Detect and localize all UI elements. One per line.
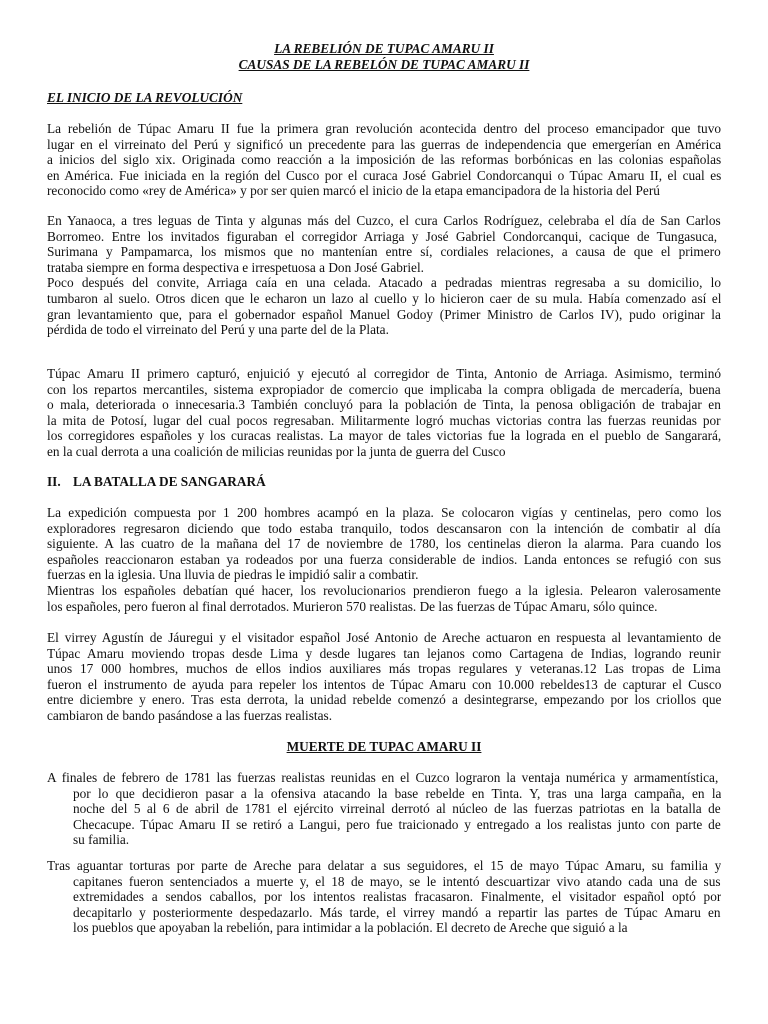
document-subtitle: CAUSAS DE LA REBELÓN DE TUPAC AMARU II [238, 57, 530, 72]
text-line: entre diciembre y enero. Tras esta derrota, la unidad rebelde comenzó a desintegrarse, empezando por los criollos que [47, 692, 721, 708]
paragraph-4 [47, 505, 721, 614]
text-line: unos 17 000 hombres, muchos de ellos indios auxiliares más tropas regulares y veteranas.12 Las tropas de Lima [47, 661, 721, 677]
text-line: noche del 5 al 6 de abril de 1781 el ejército virreinal derrotó al núcleo de las fuerzas patriotas en la batalla de [73, 801, 721, 817]
text-line: en la cual derrota a una coalición de milicias reunidas por la junta de guerra del Cusco [47, 443, 506, 459]
text-line: su familia. [73, 832, 130, 848]
text-line: los corregidores españoles y los curacas realistas. La mayor de tales victorias fue la lograda en el pueblo de Sangarará, [47, 428, 721, 444]
text-line: gran levantamiento que, para el gobernador español Manuel Godoy (Primer Ministro de Carlos IV), pudo originar la [47, 306, 721, 322]
text-line: Checacupe. Túpac Amaru II se retiró a Langui, pero fue traicionado y entregado a los realistas junto con parte de [73, 816, 721, 832]
text-line: Tras aguantar torturas por parte de Areche para delatar a sus seguidores, el 15 de mayo Túpac Amaru, su familia y [47, 858, 721, 873]
text-line: españoles reaccionaron estaban ya rodeados por una fuerza considerable de indios. Landa entonces se refugió con sus [47, 551, 721, 567]
text-line: Surimana y Pampamarca, los mismos que no mantenían entre sí, cordiales relaciones, a causa de que el primero [47, 244, 721, 260]
text-line: exploradores regresaron diciendo que todo estaba tranquilo, todos descansaron con la intención de combatir al día [47, 520, 721, 536]
text-line: Poco después del convite, Arriaga caía en una celada. Atacado a pedradas mientras regresaba a su domicilio, lo [47, 275, 721, 291]
text-line: cambiaron de bando pasándose a las fuerzas realistas. [47, 707, 333, 723]
text-line: Borromeo. Entre los invitados figuraban el corregidor Arriaga y José Gabriel Condorcanqui, cacique de Tungasuca, [47, 228, 718, 244]
text-line: por lo que decidieron pasar a la ofensiva atacando la base rebelde en Tinta. Y, tras una larga campaña, en la [73, 785, 721, 801]
section-heading-sangarara [47, 474, 266, 490]
text-line: Mientras los españoles debatían qué hacer, los revolucionarios prendieron fuego a la iglesia. Pelearon valerosamente [47, 582, 721, 598]
text-line: pérdida de todo el virreinato del Perú y una parte del de la Plata. [47, 322, 389, 338]
text-line: fuerzas en la iglesia. Una lluvia de piedras le impidió salir a combatir. [47, 567, 419, 583]
section-heading-inicio: EL INICIO DE LA REVOLUCIÓN [47, 90, 243, 105]
text-line: tumbaron al suelo. Otros dicen que le echaron un lazo al cuello y lo hicieron caer de su mula. Había comenzado así el [47, 290, 721, 306]
text-line: fueron el instrumento de ayuda para repeler los intentos de Túpac Amaru con 10.000 rebeldes13 de capturar el Cusco [47, 676, 721, 692]
text-line: Túpac Amaru moviendo tropas desde Lima y desde lugares tan lejanos como Cartagena de Indias, logrando reunir [47, 645, 721, 661]
text-line: trataba siempre en forma despectiva e irrespetuosa a Don José Gabriel. [47, 259, 424, 275]
text-line: en América. Fue iniciada en la región del Cusco por el curaca José Gabriel Condorcanqui o Túpac Amaru II, el cual es [47, 167, 721, 183]
text-line: los pueblos que apoyaban la rebelión, para intimidar a la población. El decreto de Areche que siguió a la [73, 920, 628, 936]
text-line: los españoles, pero fueron al final derrotados. Murieron 570 realistas. De las fuerzas de Túpac Amaru, sólo quince. [47, 598, 658, 614]
text-line: lugar en el virreinato del Perú y significó un precedente para las guerras de independencia que emergerían en América [47, 136, 721, 152]
section-heading-text: LA BATALLA DE SANGARARÁ [73, 474, 266, 489]
paragraph-1 [47, 121, 721, 199]
text-line: capitanes fueron sentenciados a muerte y, el 18 de mayo, se le intentó descuartizar vivo atando cada una de sus [73, 873, 721, 889]
document-title: LA REBELIÓN DE TUPAC AMARU II [274, 41, 494, 56]
text-line: reconocido como «rey de América» y por ser quien marcó el inicio de la etapa emancipadora de la historia del Perú [47, 183, 660, 199]
text-line: decapitarlo y posteriormente despedazarlo. Más tarde, el virrey mandó a repartir las partes de Túpac Amaru en [73, 904, 721, 920]
text-line: La expedición compuesta por 1 200 hombres acampó en la plaza. Se colocaron vigías y centinelas, pero como los [47, 505, 721, 520]
text-line: siguiente. A las cuatro de la mañana del 17 de noviembre de 1780, los centinelas dieron la alarma. Para cuando los [47, 536, 721, 552]
paragraph-5 [47, 630, 721, 724]
text-line: la mita de Potosí, lugar del cual pocos regresaban. Militarmente logró muchas victorias contra las fuerzas reunidas por [47, 412, 721, 428]
paragraph-7 [47, 858, 721, 936]
section-heading-muerte: MUERTE DE TUPAC AMARU II [286, 739, 482, 754]
paragraph-6 [47, 770, 721, 848]
text-line: En Yanaoca, a tres leguas de Tinta y algunas más del Cuzco, el cura Carlos Rodríguez, celebraba el día de San Carlos [47, 213, 721, 228]
text-line: extremidades a sendos caballos, por los intentos realistas fracasaron. Finalmente, el visitador español optó por [73, 889, 721, 905]
paragraph-2 [47, 213, 721, 338]
text-line: A finales de febrero de 1781 las fuerzas realistas reunidas en el Cuzco lograron la ventaja numérica y armamentística, [47, 770, 719, 785]
text-line: o mala, deteriorada o innecesaria.3 También concluyó para la población de Tinta, la penosa obligación de trabajar en [47, 397, 721, 413]
text-line: La rebelión de Túpac Amaru II fue la primera gran revolución acontecida dentro del proceso emancipador que tuvo [47, 121, 721, 136]
text-line: Túpac Amaru II primero capturó, enjuició y ejecutó al corregidor de Tinta, Antonio de Arriaga. Asimismo, terminó [47, 366, 721, 381]
text-line: El virrey Agustín de Jáuregui y el visitador español José Antonio de Areche actuaron en respuesta al levantamiento de [47, 630, 721, 645]
paragraph-3 [47, 366, 721, 460]
text-line: con los repartos mercantiles, sistema expropiador de comercio que implicaba la compra obligada de mercadería, buena [47, 381, 721, 397]
section-number: II. [47, 474, 61, 489]
text-line: a inicios del siglo xix. Originada como reacción a la imposición de las reformas borbónicas en las colonias españolas [47, 152, 721, 168]
